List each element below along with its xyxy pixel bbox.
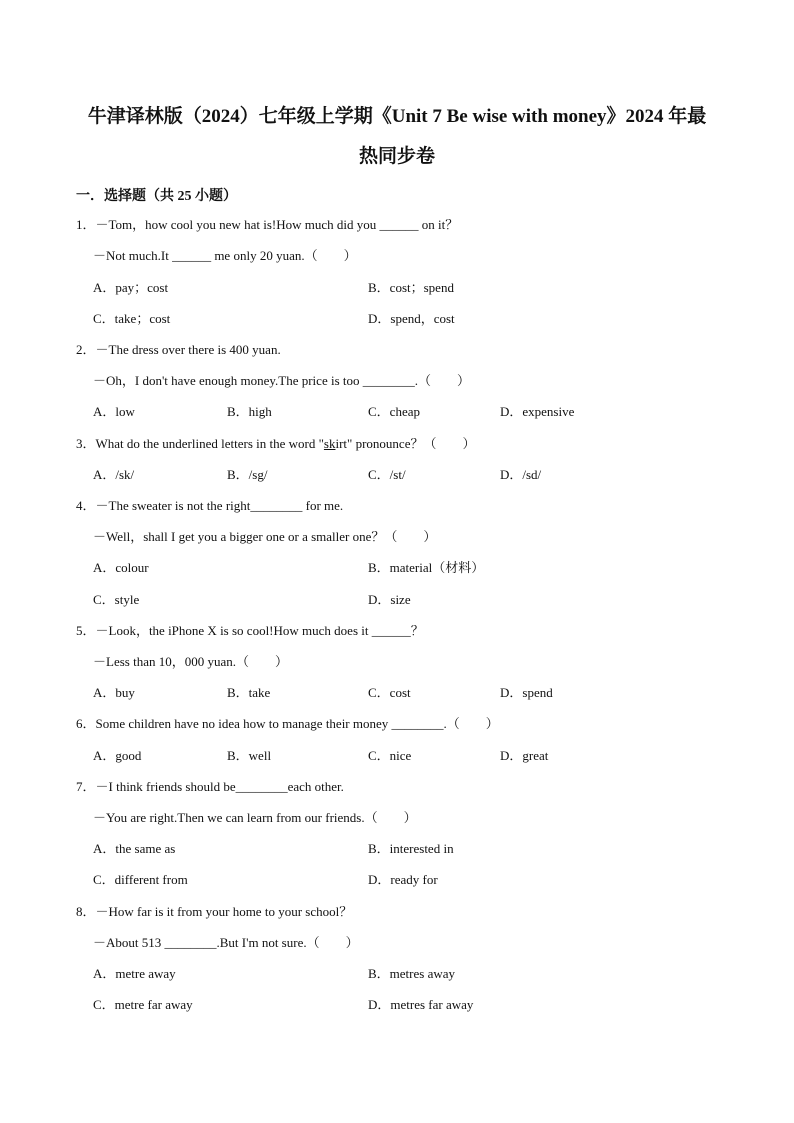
question-5-option-b[interactable]: B．take	[227, 685, 271, 700]
question-8-option-d[interactable]: D．metres far away	[368, 997, 474, 1012]
question-7-option-a[interactable]: A．the same as	[93, 841, 176, 856]
question-5-option-a[interactable]: A．buy	[93, 685, 135, 700]
question-1-option-d[interactable]: D．spend，cost	[368, 311, 455, 326]
question-3-stem-before: 3．What do the underlined letters in the word "	[76, 436, 324, 451]
question-4-option-b[interactable]: B．material（材料）	[368, 560, 485, 575]
question-6-stem: 6．Some children have no idea how to manage their money ________.（ ）	[76, 716, 499, 731]
question-1-stem: 1．－Tom，how cool you new hat is!How much did you ______ on it？	[76, 217, 459, 232]
question-5-reply: －Less than 10，000 yuan.（ ）	[93, 654, 288, 669]
question-3-option-a[interactable]: A．/sk/	[93, 467, 135, 482]
question-5-stem: 5．－Look，the iPhone X is so cool!How much does it ______？	[76, 623, 424, 638]
question-6-option-d[interactable]: D．great	[500, 748, 549, 763]
question-5-option-d[interactable]: D．spend	[500, 685, 553, 700]
question-6-option-a[interactable]: A．good	[93, 748, 142, 763]
question-3-option-b[interactable]: B．/sg/	[227, 467, 268, 482]
section-heading: 一．选择题（共 25 小题）	[76, 189, 237, 204]
question-2-stem: 2．－The dress over there is 400 yuan.	[76, 342, 281, 357]
question-2-option-b[interactable]: B．high	[227, 404, 272, 419]
question-8-option-b[interactable]: B．metres away	[368, 966, 456, 981]
question-3-option-c[interactable]: C．/st/	[368, 467, 406, 482]
question-2-option-a[interactable]: A．low	[93, 404, 135, 419]
question-6-option-b[interactable]: B．well	[227, 748, 272, 763]
question-3-underlined-letters: sk	[323, 436, 336, 451]
question-1-option-a[interactable]: A．pay；cost	[93, 280, 169, 295]
question-1-option-c[interactable]: C．take；cost	[93, 311, 171, 326]
question-1-option-b[interactable]: B．cost；spend	[368, 280, 454, 295]
question-8-option-a[interactable]: A．metre away	[93, 966, 176, 981]
question-4-stem: 4．－The sweater is not the right________ for me.	[76, 498, 344, 513]
document-title-line2: 热同步卷	[358, 146, 435, 167]
question-5-option-c[interactable]: C．cost	[368, 685, 411, 700]
question-8-stem: 8．－How far is it from your home to your school？	[76, 904, 353, 919]
question-1-reply: －Not much.It ______ me only 20 yuan.（ ）	[93, 248, 357, 263]
question-4-reply: －Well，shall I get you a bigger one or a smaller one？（ ）	[93, 529, 437, 544]
question-8-reply: －About 513 ________.But I'm not sure.（ ）	[93, 935, 359, 950]
question-2-option-d[interactable]: D．expensive	[500, 404, 575, 419]
question-2-reply: －Oh，I don't have enough money.The price is too ________.（ ）	[93, 373, 470, 388]
question-4-option-a[interactable]: A．colour	[93, 560, 149, 575]
question-7-reply: －You are right.Then we can learn from our friends.（ ）	[93, 810, 417, 825]
question-7-option-b[interactable]: B．interested in	[368, 841, 454, 856]
question-4-option-d[interactable]: D．size	[368, 592, 411, 607]
question-3-option-d[interactable]: D．/sd/	[500, 467, 542, 482]
question-6-option-c[interactable]: C．nice	[368, 748, 412, 763]
question-3-stem-after: irt" pronounce？（ ）	[335, 436, 476, 451]
document-title-line1: 牛津译林版（2024）七年级上学期《Unit 7 Be wise with money》2024 年最	[87, 106, 707, 127]
question-7-option-c[interactable]: C．different from	[93, 872, 188, 887]
question-7-option-d[interactable]: D．ready for	[368, 872, 438, 887]
question-3-stem	[76, 436, 475, 452]
question-2-option-c[interactable]: C．cheap	[368, 404, 420, 419]
question-8-option-c[interactable]: C．metre far away	[93, 997, 193, 1012]
question-4-option-c[interactable]: C．style	[93, 592, 140, 607]
question-7-stem: 7．－I think friends should be________each other.	[76, 779, 344, 794]
